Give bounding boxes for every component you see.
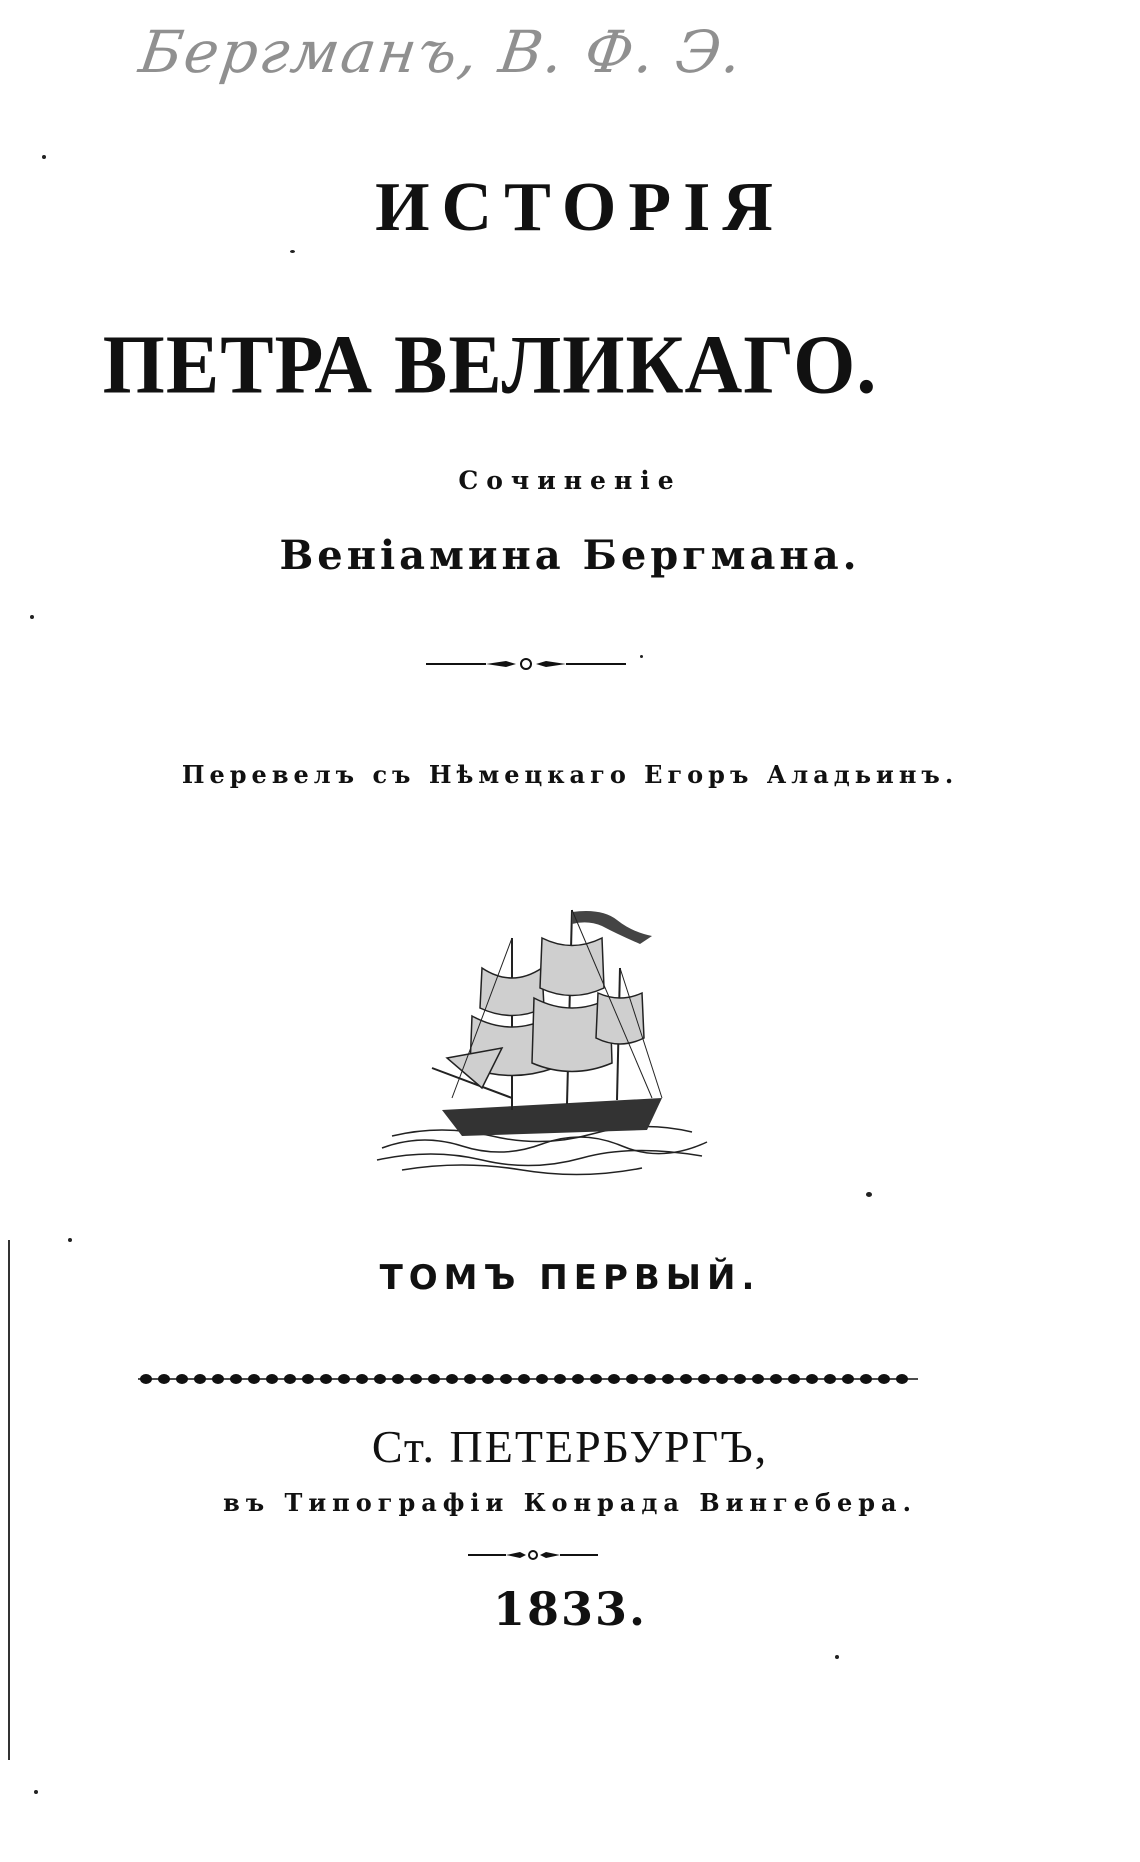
page-edge-line [8,1240,10,1760]
ornament-rule-bottom [468,1548,598,1562]
ink-speck [640,655,643,658]
ink-speck [835,1655,839,1659]
ink-speck [34,1790,38,1794]
ornament-rule-top [426,656,626,672]
imprint-city: Ст. ПЕТЕРБУРГЪ, [371,1421,769,1472]
imprint-printer: въ Типографіи Конрада Вингебера. [223,1488,917,1517]
translator-line: Перевелъ съ Нѣмецкаго Егоръ Аладьинъ. [181,760,959,789]
ink-speck [30,615,34,619]
handwritten-annotation: Бергманъ, В. Ф. Э. [135,18,748,86]
volume-label: ТОМЪ ПЕРВЫЙ. [379,1258,761,1298]
title-line-2: ПЕТРА ВЕЛИКАГО. [102,318,878,412]
title-line-1: ИСТОРІЯ [375,169,785,246]
ink-speck [42,155,46,159]
imprint-year: 1833. [492,1582,648,1636]
ink-speck [866,1192,872,1197]
ink-speck [68,1238,72,1242]
sailing-ship-icon [362,898,722,1178]
ink-speck [290,250,295,253]
composed-by-label: Сочиненіе [458,466,682,495]
ornament-dotted-rule [138,1370,918,1388]
author-name: Веніамина Бергмана. [279,532,861,579]
